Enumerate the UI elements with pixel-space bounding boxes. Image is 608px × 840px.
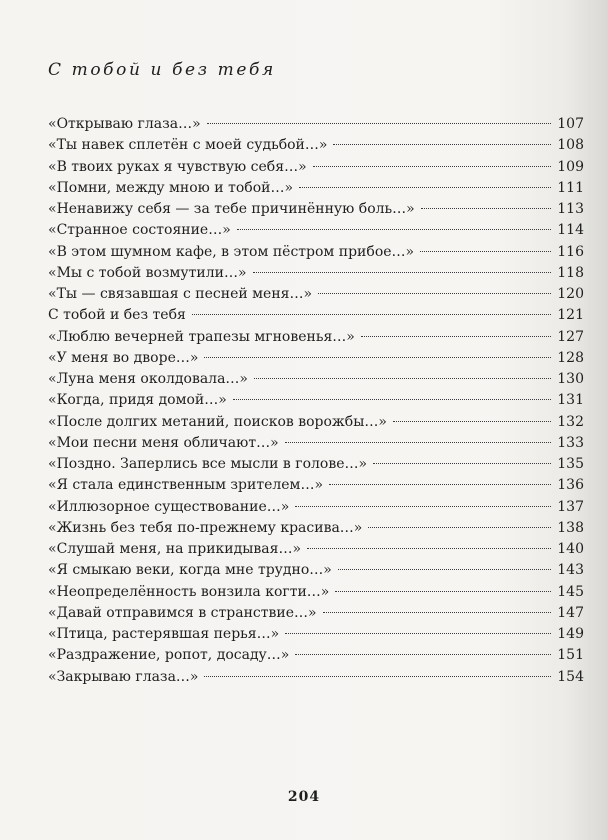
toc-entry-title: «В этом шумном кафе, в этом пёстром прибое…» xyxy=(48,243,415,260)
toc-dot-leader xyxy=(338,569,551,570)
toc-entry-title: «В твоих руках я чувствую себя…» xyxy=(48,158,307,175)
toc-entry xyxy=(48,603,584,624)
toc-entry-page: 132 xyxy=(557,413,584,430)
toc-dot-leader xyxy=(295,506,551,507)
toc-entry xyxy=(48,327,584,348)
toc-entry xyxy=(48,242,584,263)
toc-entry-title: «Давай отправимся в странствие…» xyxy=(48,604,317,621)
toc-entry xyxy=(48,157,584,178)
toc-entry xyxy=(48,220,584,241)
toc-entry-page: 131 xyxy=(557,392,584,409)
toc-entry-page: 113 xyxy=(557,201,584,217)
toc-entry xyxy=(48,667,584,688)
toc-entry-title: «Мои песни меня обличают…» xyxy=(48,434,279,451)
toc-dot-leader xyxy=(204,357,551,358)
toc-dot-leader xyxy=(204,676,551,677)
toc-entry xyxy=(48,497,584,518)
toc-dot-leader xyxy=(237,229,551,230)
toc-entry xyxy=(48,518,584,539)
toc-dot-leader xyxy=(421,208,552,209)
toc-entry-page: 116 xyxy=(557,243,584,260)
toc-dot-leader xyxy=(233,399,551,400)
toc-entry-page: 135 xyxy=(557,456,584,472)
toc-entry xyxy=(48,624,584,645)
toc-entry xyxy=(48,284,584,305)
toc-dot-leader xyxy=(368,527,551,528)
toc-entry xyxy=(48,263,584,284)
toc-entry-title: «Я стала единственным зрителем…» xyxy=(48,477,324,494)
toc-entry-title: «Закрываю глаза…» xyxy=(48,668,199,685)
toc-entry-title: «Птица, растерявшая перья…» xyxy=(48,626,280,642)
toc-entry xyxy=(48,305,584,326)
toc-entry-page: 149 xyxy=(557,626,584,642)
toc-entry-title: «Ненавижу себя — за тебе причинённую боль…» xyxy=(48,201,415,217)
toc-dot-leader xyxy=(313,166,552,167)
toc-entry xyxy=(48,412,584,433)
toc-entry-title: «Ты навек сплетён с моей судьбой…» xyxy=(48,137,328,154)
toc-entry xyxy=(48,539,584,560)
toc-entry-title: «Раздражение, ропот, досаду…» xyxy=(48,647,290,664)
toc-entry-title: «Помни, между мною и тобой…» xyxy=(48,179,294,196)
toc-entry-page: 138 xyxy=(557,519,584,536)
toc-dot-leader xyxy=(333,144,551,145)
toc-dot-leader xyxy=(361,336,551,337)
page-number: 204 xyxy=(287,789,321,805)
toc-entry-title: «Ты — связавшая с песней меня…» xyxy=(48,286,313,302)
toc-entry-page: 151 xyxy=(557,647,584,664)
toc-entry-page: 120 xyxy=(557,286,584,302)
toc-entry-title: «Открываю глаза…» xyxy=(48,116,201,132)
toc-dot-leader xyxy=(323,612,552,613)
toc-entry-title: «Неопределённость вонзила когти…» xyxy=(48,583,330,600)
toc-entry xyxy=(48,178,584,199)
toc-entry-title: «Мы с тобой возмутили…» xyxy=(48,264,247,281)
toc-entry xyxy=(48,645,584,666)
toc-entry-title: «Иллюзорное существование…» xyxy=(48,498,290,515)
toc-dot-leader xyxy=(318,293,551,294)
toc-dot-leader xyxy=(254,378,551,379)
toc-entry xyxy=(48,433,584,454)
toc-dot-leader xyxy=(253,272,552,273)
toc-entry-title: «Люблю вечерней трапезы мгновенья…» xyxy=(48,328,355,345)
toc-dot-leader xyxy=(295,654,551,655)
toc-entry-title: «Когда, придя домой…» xyxy=(48,392,227,409)
toc-entry-title: «Жизнь без тебя по-прежнему красива…» xyxy=(48,519,363,536)
toc-entry-page: 111 xyxy=(557,179,584,196)
toc-entry-page: 140 xyxy=(557,541,584,557)
toc-entry-title: «Слушай меня, на прикидывая…» xyxy=(48,541,302,557)
toc-entry-title: «Я смыкаю веки, когда мне трудно…» xyxy=(48,562,332,579)
toc-entry xyxy=(48,582,584,603)
toc-entry-page: 121 xyxy=(557,307,584,324)
toc-dot-leader xyxy=(299,187,551,188)
toc-dot-leader xyxy=(420,251,551,252)
toc-entry-page: 143 xyxy=(557,562,584,579)
toc-entry-page: 107 xyxy=(557,116,584,132)
toc-entry xyxy=(48,199,584,220)
toc-dot-leader xyxy=(285,633,551,634)
toc-entry-page: 109 xyxy=(557,158,584,175)
toc-entry-page: 114 xyxy=(557,222,584,239)
toc-entry-title: «Луна меня околдовала…» xyxy=(48,371,248,387)
toc-entry-page: 108 xyxy=(557,137,584,154)
toc-entry-page: 145 xyxy=(557,583,584,600)
toc-entry-page: 137 xyxy=(557,498,584,515)
toc-entry-page: 147 xyxy=(557,604,584,621)
toc-entry-page: 118 xyxy=(557,264,584,281)
toc-dot-leader xyxy=(192,314,551,315)
toc-entry xyxy=(48,475,584,496)
toc-entry-page: 133 xyxy=(557,434,584,451)
toc-entry xyxy=(48,135,584,156)
toc-entry-title: «После долгих метаний, поисков ворожбы…» xyxy=(48,413,387,430)
toc-dot-leader xyxy=(335,591,551,592)
toc-entry-page: 130 xyxy=(557,371,584,387)
toc-dot-leader xyxy=(373,463,551,464)
toc-dot-leader xyxy=(285,442,552,443)
toc-entry-title: «Поздно. Заперлись все мысли в голове…» xyxy=(48,456,368,472)
toc-entry xyxy=(48,390,584,411)
toc-entry xyxy=(48,454,584,475)
toc-entry xyxy=(48,114,584,135)
toc-dot-leader xyxy=(207,123,552,124)
toc-entry xyxy=(48,560,584,581)
table-of-contents xyxy=(48,114,584,688)
toc-entry-page: 136 xyxy=(557,477,584,494)
toc-entry-title: С тобой и без тебя xyxy=(48,307,186,324)
toc-entry-page: 127 xyxy=(557,328,584,345)
toc-entry xyxy=(48,369,584,390)
section-title: С тобой и без тебя xyxy=(48,60,276,80)
toc-entry-page: 128 xyxy=(557,349,584,366)
toc-dot-leader xyxy=(329,484,551,485)
toc-entry-title: «Странное состояние…» xyxy=(48,222,231,239)
toc-entry-page: 154 xyxy=(557,668,584,685)
toc-entry xyxy=(48,348,584,369)
toc-dot-leader xyxy=(393,421,551,422)
toc-entry-title: «У меня во дворе…» xyxy=(48,349,199,366)
toc-dot-leader xyxy=(307,548,551,549)
